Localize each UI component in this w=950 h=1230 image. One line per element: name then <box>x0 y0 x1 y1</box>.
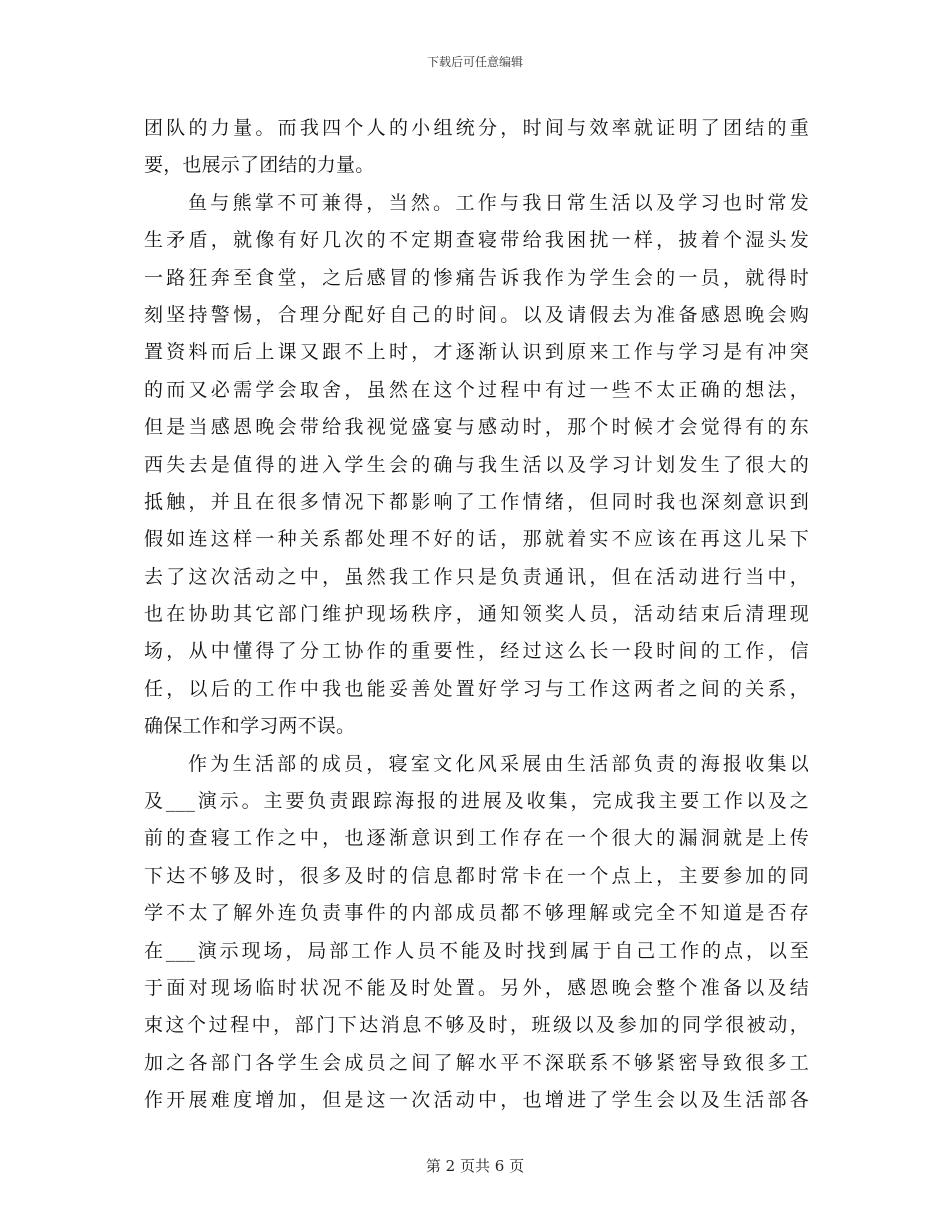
text-line: 西失去是值得的进入学生会的确与我生活以及学习计划发生了很大的 <box>144 453 809 476</box>
text-line: 作为生活部的成员，寝室文化风采展由生活部负责的海报收集以 <box>188 752 809 775</box>
text-line: 去了这次活动之中，虽然我工作只是负责通讯，但在活动进行当中， <box>144 565 809 588</box>
paragraph <box>144 185 809 746</box>
text-line: 束这个过程中，部门下达消息不够及时，班级以及参加的同学很被动， <box>144 1014 809 1037</box>
text-line: 置资料而后上课又跟不上时，才逐渐认识到原来工作与学习是有冲突 <box>144 341 809 364</box>
text-line: 但是当感恩晚会带给我视觉盛宴与感动时，那个时候才会觉得有的东 <box>144 416 809 439</box>
text-line: 也在协助其它部门维护现场秩序，通知领奖人员，活动结束后清理现 <box>144 603 809 626</box>
text-line: 生矛盾，就像有好几次的不定期查寝带给我困扰一样，披着个湿头发 <box>144 229 809 252</box>
text-line: 加之各部门各学生会成员之间了解水平不深联系不够紧密导致很多工 <box>144 1051 809 1074</box>
text-line: 要，也展示了团结的力量。 <box>144 154 375 177</box>
text-line: 确保工作和学习两不误。 <box>144 715 356 738</box>
text-line: 场，从中懂得了分工协作的重要性，经过这么长一段时间的工作，信 <box>144 640 809 663</box>
page-header: 下载后可任意编辑 <box>426 55 523 69</box>
text-line: 团队的力量。而我四个人的小组统分，时间与效率就证明了团结的重 <box>144 117 809 139</box>
text-line: 抵触，并且在很多情况下都影响了工作情绪，但同时我也深刻意识到 <box>144 490 809 513</box>
text-line: 在___演示现场，局部工作人员不能及时找到属于自己工作的点，以至 <box>144 939 809 962</box>
paragraph <box>144 746 809 1120</box>
paragraph <box>144 110 809 185</box>
text-line: 任，以后的工作中我也能妥善处置好学习与工作这两者之间的关系， <box>144 677 809 700</box>
text-line: 前的查寝工作之中，也逐渐意识到工作存在一个很大的漏洞就是上传 <box>144 827 809 850</box>
text-line: 作开展难度增加，但是这一次活动中，也增进了学生会以及生活部各 <box>144 1089 809 1112</box>
text-line: 学不太了解外连负责事件的内部成员都不够理解或完全不知道是否存 <box>144 902 809 925</box>
text-line: 下达不够及时，很多及时的信息都时常卡在一个点上，主要参加的同 <box>144 864 809 887</box>
document-body <box>144 110 809 1120</box>
text-line: 刻坚持警惕，合理分配好自己的时间。以及请假去为准备感恩晚会购 <box>144 303 809 326</box>
text-line: 鱼与熊掌不可兼得，当然。工作与我日常生活以及学习也时常发 <box>188 191 809 214</box>
page-number: 第 2 页共 6 页 <box>425 1157 525 1175</box>
text-line: 的而又必需学会取舍，虽然在这个过程中有过一些不太正确的想法， <box>144 378 809 401</box>
text-line: 一路狂奔至食堂，之后感冒的惨痛告诉我作为学生会的一员，就得时 <box>144 266 809 289</box>
text-line: 及___演示。主要负责跟踪海报的进展及收集，完成我主要工作以及之 <box>144 790 809 813</box>
text-line: 于面对现场临时状况不能及时处置。另外，感恩晚会整个准备以及结 <box>144 976 809 999</box>
text-line: 假如连这样一种关系都处理不好的话，那就着实不应该在再这儿呆下 <box>144 528 809 551</box>
